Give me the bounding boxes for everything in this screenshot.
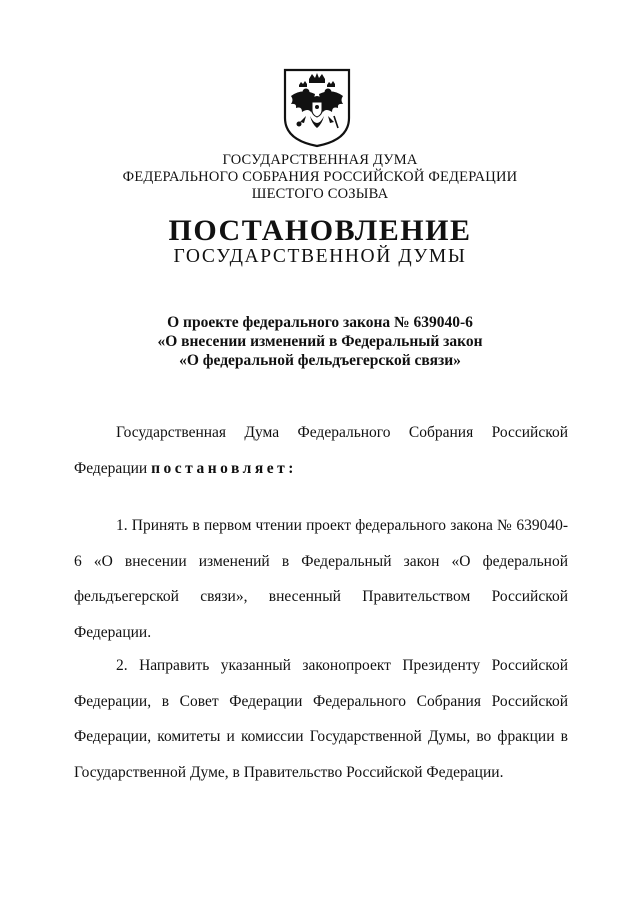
subject-line-2: «О внесении изменений в Федеральный закон	[157, 333, 483, 350]
header-line-assembly: ФЕДЕРАЛЬНОГО СОБРАНИЯ РОССИЙСКОЙ ФЕДЕРАЦИИ	[122, 169, 518, 185]
document-title: ПОСТАНОВЛЕНИЕ	[168, 214, 472, 247]
intro-text: Государственная Дума Федерального Собрания Российской Федерации	[74, 424, 568, 477]
intro-paragraph	[74, 415, 568, 486]
document-subject	[0, 313, 640, 370]
document-subtitle: ГОСУДАРСТВЕННОЙ ДУМЫ	[173, 246, 467, 267]
intro-verb: постановляет:	[151, 459, 297, 477]
subject-line-3: «О федеральной фельдъегерской связи»	[179, 352, 461, 369]
point-1-paragraph: 1. Принять в первом чтении проект федерального закона № 639040-6 «О внесении изменений в Федеральный закон «О федеральной фельдъегерской связи», внесенный Правительством Российской Федерации.	[74, 517, 568, 641]
coat-of-arms-icon	[282, 66, 352, 148]
point-2-paragraph: 2. Направить указанный законопроект Президенту Российской Федерации, в Совет Федерации Федерального Собрания Российской Федерации, комитеты и комиссии Государственной Думы, во фракции в Государственной Думе, в Правительство Российской Федерации.	[74, 657, 568, 781]
subject-line-1: О проекте федерального закона № 639040-6	[167, 314, 473, 331]
header-line-convocation: ШЕСТОГО СОЗЫВА	[251, 186, 389, 202]
issuer-header	[0, 152, 640, 203]
header-line-duma: ГОСУДАРСТВЕННАЯ ДУМА	[222, 152, 418, 168]
